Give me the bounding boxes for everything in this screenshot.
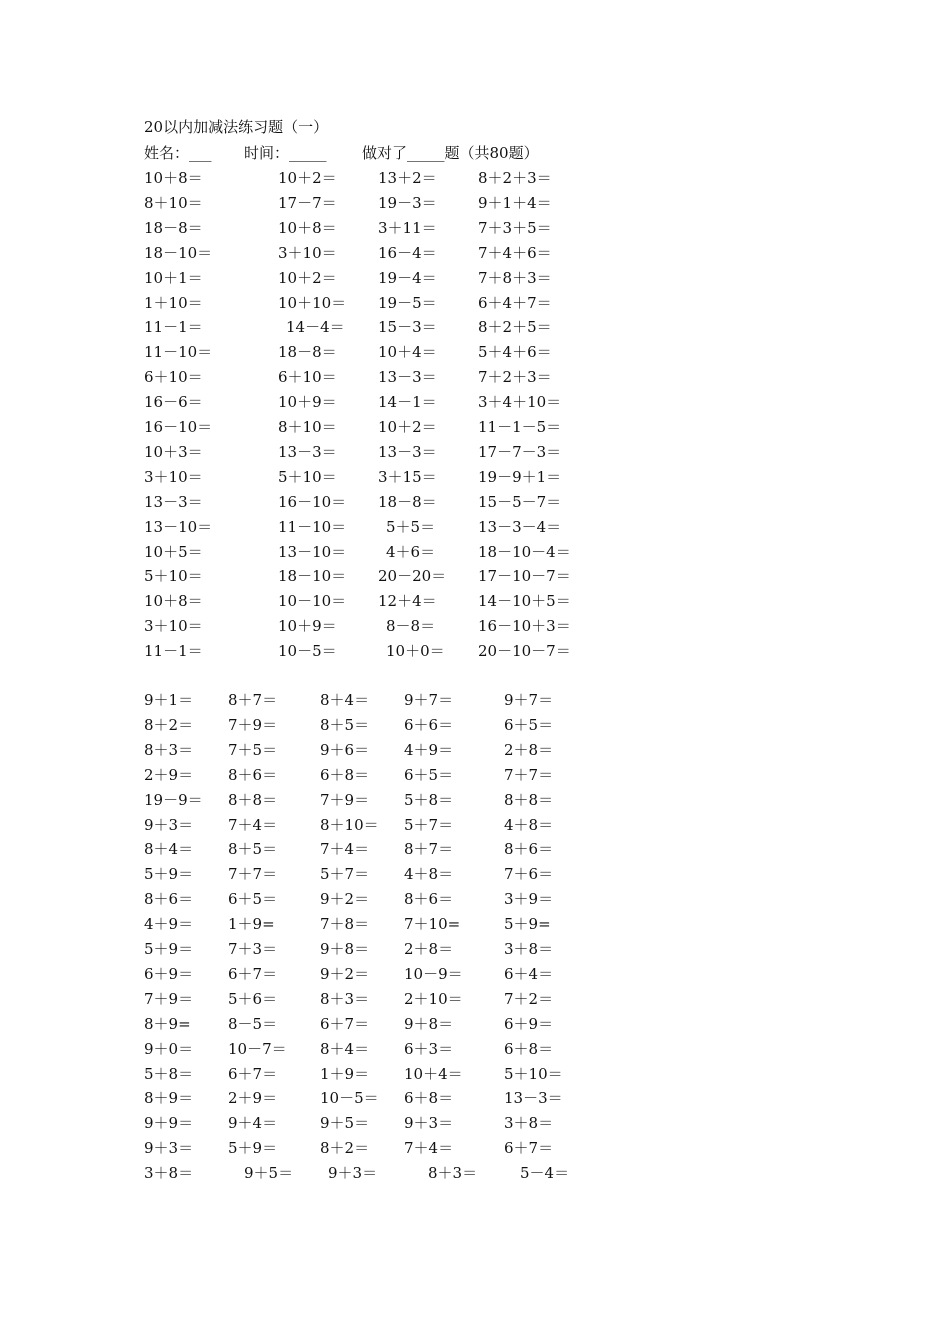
problem-s2-r7-c1: 8＋4＝ xyxy=(144,840,194,859)
problem-s1-r18-c4: 14－10＋5＝ xyxy=(478,592,571,611)
problem-s2-r11-c1: 5＋9＝ xyxy=(144,940,194,958)
problem-s2-r10-c5: 5＋9= xyxy=(504,915,551,934)
problem-s1-r13-c2: 5＋10＝ xyxy=(278,467,337,486)
problem-s1-r5-c2: 10＋2＝ xyxy=(278,268,337,287)
problem-s2-r10-c2: 1＋9= xyxy=(228,915,275,934)
problem-s2-r6-c1: 9＋3＝ xyxy=(144,815,194,834)
problem-s1-r19-c3: 8－8＝ xyxy=(386,617,436,636)
problem-s2-r11-c4: 2＋8＝ xyxy=(404,940,454,958)
problem-s2-r2-c5: 6＋5＝ xyxy=(504,715,554,734)
problem-s2-r9-c1: 8＋6＝ xyxy=(144,890,194,909)
problem-s2-r18-c1: 9＋9＝ xyxy=(144,1114,194,1133)
problem-s1-r16-c1: 10＋5＝ xyxy=(144,542,203,561)
problem-s2-r11-c3: 9＋8＝ xyxy=(320,940,370,958)
problem-s1-r1-c2: 10＋2＝ xyxy=(278,169,337,187)
problem-s2-r16-c2: 6＋7＝ xyxy=(228,1064,278,1083)
problem-s1-r11-c4: 11－1－5＝ xyxy=(478,418,562,436)
problem-s2-r10-c3: 7＋8＝ xyxy=(320,915,370,934)
problem-s1-r4-c1: 18－10＝ xyxy=(144,243,213,262)
problem-s2-r15-c4: 6＋3＝ xyxy=(404,1039,454,1058)
worksheet-title: 20以内加减法练习题（一） xyxy=(144,118,329,136)
problem-s2-r3-c2: 7＋5＝ xyxy=(228,740,278,759)
problem-s2-r14-c4: 9＋8＝ xyxy=(404,1014,454,1033)
problem-s1-r4-c3: 16－4＝ xyxy=(378,243,437,262)
problem-s2-r3-c3: 9＋6＝ xyxy=(320,740,370,759)
problem-s1-r20-c2: 10－5＝ xyxy=(278,642,337,661)
time-field-label: 时间：_____ xyxy=(244,144,327,162)
problem-s2-r4-c3: 6＋8＝ xyxy=(320,765,370,784)
problem-s2-r16-c4: 10＋4＝ xyxy=(404,1064,463,1083)
problem-s2-r13-c5: 7＋2＝ xyxy=(504,989,554,1008)
problem-s2-r18-c3: 9＋5＝ xyxy=(320,1114,370,1133)
problem-s1-r14-c4: 15－5－7＝ xyxy=(478,492,562,511)
problem-s1-r15-c2: 11－10＝ xyxy=(278,517,347,536)
problem-s2-r19-c2: 5＋9＝ xyxy=(228,1139,278,1158)
problem-s2-r20-c2: 9＋5＝ xyxy=(244,1164,294,1183)
problem-s2-r11-c5: 3＋8＝ xyxy=(504,940,554,958)
problem-s1-r3-c3: 3＋11＝ xyxy=(378,218,437,237)
problem-s1-r1-c3: 13＋2＝ xyxy=(378,169,437,187)
problem-s2-r1-c2: 8＋7＝ xyxy=(228,691,278,709)
problem-s1-r6-c1: 1＋10＝ xyxy=(144,293,203,312)
problem-s1-r10-c2: 10＋9＝ xyxy=(278,393,337,412)
problem-s2-r3-c1: 8＋3＝ xyxy=(144,740,194,759)
problem-s1-r18-c3: 12＋4＝ xyxy=(378,592,437,611)
problem-s2-r14-c1: 8＋9= xyxy=(144,1014,191,1033)
problem-s2-r9-c5: 3＋9＝ xyxy=(504,890,554,909)
problem-s1-r14-c2: 16－10＝ xyxy=(278,492,347,511)
problem-s2-r2-c4: 6＋6＝ xyxy=(404,715,454,734)
problem-s2-r5-c4: 5＋8＝ xyxy=(404,790,454,809)
name-field-label: 姓名：___ xyxy=(144,144,212,162)
problem-s1-r11-c2: 8＋10＝ xyxy=(278,418,337,436)
score-field-label: 做对了_____题（共80题） xyxy=(362,144,539,162)
problem-s1-r15-c4: 13－3－4＝ xyxy=(478,517,562,536)
problem-s2-r7-c3: 7＋4＝ xyxy=(320,840,370,859)
problem-s2-r4-c5: 7＋7＝ xyxy=(504,765,554,784)
problem-s1-r3-c1: 18－8＝ xyxy=(144,218,203,237)
problem-s2-r11-c2: 7＋3＝ xyxy=(228,940,278,958)
problem-s1-r20-c4: 20－10－7＝ xyxy=(478,642,571,661)
problem-s2-r17-c4: 6＋8＝ xyxy=(404,1089,454,1108)
problem-s1-r5-c4: 7＋8＋3＝ xyxy=(478,268,552,287)
problem-s1-r19-c4: 16－10＋3＝ xyxy=(478,617,571,636)
problem-s2-r2-c1: 8＋2＝ xyxy=(144,715,194,734)
problem-s2-r7-c2: 8＋5＝ xyxy=(228,840,278,859)
problem-s1-r12-c1: 10＋3＝ xyxy=(144,442,203,461)
problem-s2-r3-c4: 4＋9＝ xyxy=(404,740,454,759)
problem-s1-r2-c2: 17－7＝ xyxy=(278,193,337,212)
problem-s1-r11-c3: 10＋2＝ xyxy=(378,418,437,436)
problem-s1-r6-c3: 19－5＝ xyxy=(378,293,437,312)
problem-s1-r14-c1: 13－3＝ xyxy=(144,492,203,511)
problem-s1-r13-c1: 3＋10＝ xyxy=(144,467,203,486)
problem-s1-r14-c3: 18－8＝ xyxy=(378,492,437,511)
problem-s2-r7-c4: 8＋7＝ xyxy=(404,840,454,859)
problem-s1-r17-c1: 5＋10＝ xyxy=(144,567,203,586)
problem-s2-r17-c2: 2＋9＝ xyxy=(228,1089,278,1108)
problem-s2-r13-c4: 2＋10＝ xyxy=(404,989,463,1008)
problem-s2-r12-c1: 6＋9＝ xyxy=(144,964,194,983)
problem-s2-r20-c4: 8＋3＝ xyxy=(428,1164,478,1183)
problem-s2-r19-c1: 9＋3＝ xyxy=(144,1139,194,1158)
problem-s1-r6-c4: 6＋4＋7＝ xyxy=(478,293,552,312)
problem-s2-r10-c1: 4＋9＝ xyxy=(144,915,194,934)
problem-s1-r7-c1: 11－1＝ xyxy=(144,318,203,337)
problem-s1-r8-c1: 11－10＝ xyxy=(144,343,213,362)
problem-s2-r1-c5: 9＋7＝ xyxy=(504,691,554,709)
problem-s1-r5-c1: 10＋1＝ xyxy=(144,268,203,287)
problem-s2-r8-c1: 5＋9＝ xyxy=(144,865,194,884)
problem-s1-r10-c1: 16－6＝ xyxy=(144,393,203,412)
problem-s2-r19-c5: 6＋7＝ xyxy=(504,1139,554,1158)
problem-s2-r8-c4: 4＋8＝ xyxy=(404,865,454,884)
problem-s2-r8-c5: 7＋6＝ xyxy=(504,865,554,884)
problem-s2-r18-c4: 9＋3＝ xyxy=(404,1114,454,1133)
problem-s2-r14-c5: 6＋9＝ xyxy=(504,1014,554,1033)
problem-s2-r6-c3: 8＋10＝ xyxy=(320,815,379,834)
problem-s1-r3-c2: 10＋8＝ xyxy=(278,218,337,237)
problem-s2-r1-c1: 9＋1＝ xyxy=(144,691,194,709)
problem-s1-r1-c4: 8＋2＋3＝ xyxy=(478,169,552,187)
problem-s2-r4-c2: 8＋6＝ xyxy=(228,765,278,784)
problem-s2-r20-c3: 9＋3＝ xyxy=(328,1164,378,1183)
problem-s2-r18-c5: 3＋8＝ xyxy=(504,1114,554,1133)
problem-s2-r2-c3: 8＋5＝ xyxy=(320,715,370,734)
problem-s1-r18-c2: 10－10＝ xyxy=(278,592,347,611)
problem-s1-r9-c2: 6＋10＝ xyxy=(278,368,337,387)
problem-s1-r16-c3: 4＋6＝ xyxy=(386,542,436,561)
problem-s1-r2-c3: 19－3＝ xyxy=(378,193,437,212)
problem-s2-r19-c4: 7＋4＝ xyxy=(404,1139,454,1158)
problem-s1-r19-c2: 10＋9＝ xyxy=(278,617,337,636)
problem-s2-r5-c2: 8＋8＝ xyxy=(228,790,278,809)
problem-s1-r4-c4: 7＋4＋6＝ xyxy=(478,243,552,262)
problem-s2-r13-c1: 7＋9＝ xyxy=(144,989,194,1008)
problem-s1-r9-c4: 7＋2＋3＝ xyxy=(478,368,552,387)
problem-s1-r13-c3: 3＋15＝ xyxy=(378,467,437,486)
problem-s1-r12-c4: 17－7－3＝ xyxy=(478,442,562,461)
problem-s2-r14-c3: 6＋7＝ xyxy=(320,1014,370,1033)
problem-s2-r9-c2: 6＋5＝ xyxy=(228,890,278,909)
problem-s1-r20-c1: 11－1＝ xyxy=(144,642,203,661)
problem-s2-r17-c3: 10－5＝ xyxy=(320,1089,379,1108)
problem-s2-r9-c4: 8＋6＝ xyxy=(404,890,454,909)
problem-s2-r18-c2: 9＋4＝ xyxy=(228,1114,278,1133)
problem-s2-r1-c4: 9＋7＝ xyxy=(404,691,454,709)
problem-s1-r7-c4: 8＋2＋5＝ xyxy=(478,318,552,337)
problem-s1-r9-c1: 6＋10＝ xyxy=(144,368,203,387)
problem-s2-r4-c1: 2＋9＝ xyxy=(144,765,194,784)
problem-s1-r20-c3: 10＋0＝ xyxy=(386,642,445,661)
problem-s2-r10-c4: 7＋10= xyxy=(404,915,461,934)
problem-s2-r20-c5: 5－4＝ xyxy=(520,1164,570,1183)
problem-s2-r2-c2: 7＋9＝ xyxy=(228,715,278,734)
problem-s1-r7-c3: 15－3＝ xyxy=(378,318,437,337)
problem-s2-r14-c2: 8－5＝ xyxy=(228,1014,278,1033)
problem-s1-r15-c1: 13－10＝ xyxy=(144,517,213,536)
problem-s2-r15-c2: 10－7＝ xyxy=(228,1039,287,1058)
problem-s1-r8-c2: 18－8＝ xyxy=(278,343,337,362)
problem-s2-r5-c3: 7＋9＝ xyxy=(320,790,370,809)
problem-s1-r15-c3: 5＋5＝ xyxy=(386,517,436,536)
problem-s2-r19-c3: 8＋2＝ xyxy=(320,1139,370,1158)
problem-s1-r6-c2: 10＋10＝ xyxy=(278,293,347,312)
problem-s2-r6-c4: 5＋7＝ xyxy=(404,815,454,834)
problem-s2-r12-c2: 6＋7＝ xyxy=(228,964,278,983)
problem-s1-r8-c4: 5＋4＋6＝ xyxy=(478,343,552,362)
problem-s2-r16-c3: 1＋9＝ xyxy=(320,1064,370,1083)
problem-s1-r18-c1: 10＋8＝ xyxy=(144,592,203,611)
problem-s2-r20-c1: 3＋8＝ xyxy=(144,1164,194,1183)
problem-s2-r5-c5: 8＋8＝ xyxy=(504,790,554,809)
problem-s1-r12-c2: 13－3＝ xyxy=(278,442,337,461)
problem-s1-r5-c3: 19－4＝ xyxy=(378,268,437,287)
problem-s2-r16-c1: 5＋8＝ xyxy=(144,1064,194,1083)
problem-s2-r12-c3: 9＋2＝ xyxy=(320,964,370,983)
problem-s1-r10-c3: 14－1＝ xyxy=(378,393,437,412)
problem-s2-r13-c3: 8＋3＝ xyxy=(320,989,370,1008)
problem-s1-r17-c2: 18－10＝ xyxy=(278,567,347,586)
problem-s1-r2-c4: 9＋1＋4＝ xyxy=(478,193,552,212)
problem-s1-r17-c4: 17－10－7＝ xyxy=(478,567,571,586)
problem-s2-r15-c1: 9＋0＝ xyxy=(144,1039,194,1058)
problem-s2-r6-c5: 4＋8＝ xyxy=(504,815,554,834)
problem-s1-r2-c1: 8＋10＝ xyxy=(144,193,203,212)
problem-s2-r15-c5: 6＋8＝ xyxy=(504,1039,554,1058)
problem-s1-r4-c2: 3＋10＝ xyxy=(278,243,337,262)
problem-s2-r4-c4: 6＋5＝ xyxy=(404,765,454,784)
problem-s1-r3-c4: 7＋3＋5＝ xyxy=(478,218,552,237)
problem-s1-r16-c4: 18－10－4＝ xyxy=(478,542,571,561)
problem-s1-r1-c1: 10＋8＝ xyxy=(144,169,203,187)
problem-s1-r8-c3: 10＋4＝ xyxy=(378,343,437,362)
problem-s2-r3-c5: 2＋8＝ xyxy=(504,740,554,759)
problem-s2-r15-c3: 8＋4＝ xyxy=(320,1039,370,1058)
problem-s2-r16-c5: 5＋10＝ xyxy=(504,1064,563,1083)
problem-s1-r12-c3: 13－3＝ xyxy=(378,442,437,461)
problem-s1-r13-c4: 19－9＋1＝ xyxy=(478,467,562,486)
problem-s2-r1-c3: 8＋4＝ xyxy=(320,691,370,709)
problem-s1-r10-c4: 3＋4＋10＝ xyxy=(478,393,562,412)
problem-s2-r6-c2: 7＋4＝ xyxy=(228,815,278,834)
problem-s2-r7-c5: 8＋6＝ xyxy=(504,840,554,859)
problem-s1-r11-c1: 16－10＝ xyxy=(144,418,213,436)
problem-s2-r9-c3: 9＋2＝ xyxy=(320,890,370,909)
problem-s2-r13-c2: 5＋6＝ xyxy=(228,989,278,1008)
problem-s1-r7-c2: 14－4＝ xyxy=(286,318,345,337)
problem-s2-r5-c1: 19－9＝ xyxy=(144,790,203,809)
problem-s2-r17-c1: 8＋9＝ xyxy=(144,1089,194,1108)
problem-s2-r12-c5: 6＋4＝ xyxy=(504,964,554,983)
problem-s2-r8-c2: 7＋7＝ xyxy=(228,865,278,884)
problem-s1-r9-c3: 13－3＝ xyxy=(378,368,437,387)
problem-s1-r17-c3: 20－20＝ xyxy=(378,567,447,586)
problem-s2-r17-c5: 13－3＝ xyxy=(504,1089,563,1108)
problem-s2-r12-c4: 10－9＝ xyxy=(404,964,463,983)
problem-s1-r19-c1: 3＋10＝ xyxy=(144,617,203,636)
problem-s1-r16-c2: 13－10＝ xyxy=(278,542,347,561)
problem-s2-r8-c3: 5＋7＝ xyxy=(320,865,370,884)
